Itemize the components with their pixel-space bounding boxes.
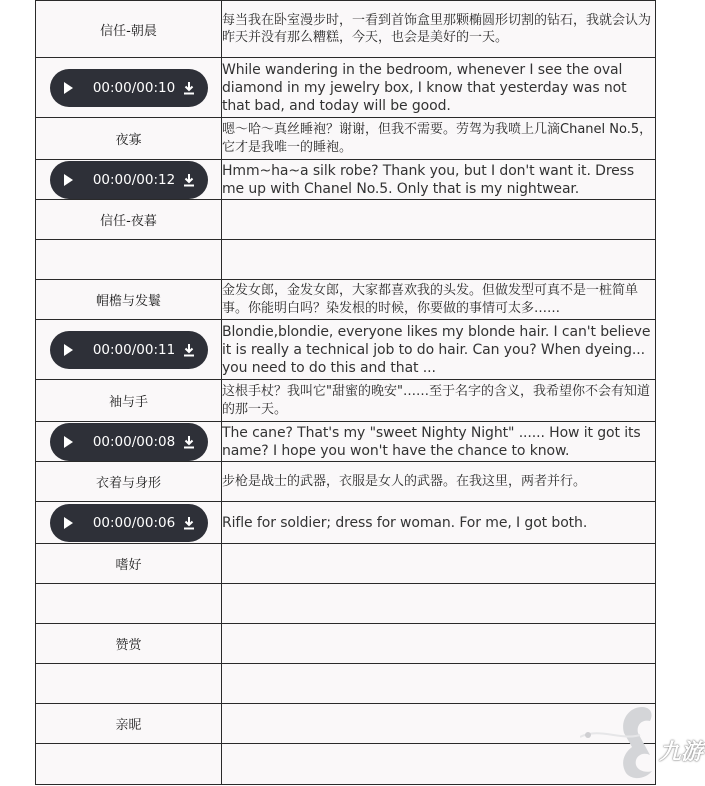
chinese-line-cell: 步枪是战士的武器，衣服是女人的武器。在我这里，两者并行。 — [222, 462, 656, 502]
voice-category-label: 袖与手 — [108, 395, 148, 410]
chinese-line-cell — [222, 584, 656, 624]
download-icon[interactable] — [182, 81, 196, 95]
voice-category-label: 信任-夜暮 — [100, 214, 157, 229]
chinese-line-cell: 嗯～哈～真丝睡袍？谢谢，但我不需要。劳驾为我喷上几滴Chanel No.5，它才是我唯一的睡袍。 — [222, 118, 656, 160]
table-row — [36, 320, 656, 380]
voice-lines-table — [35, 0, 656, 785]
table-row — [36, 422, 656, 462]
voice-label-cell — [36, 118, 222, 160]
audio-time: 00:00/00:08 — [92, 433, 176, 450]
download-icon[interactable] — [182, 173, 196, 187]
download-icon[interactable] — [182, 343, 196, 357]
voice-label-cell — [36, 380, 222, 422]
audio-time: 00:00/00:06 — [92, 514, 176, 531]
voice-label-cell — [36, 58, 222, 118]
voice-label-cell — [36, 744, 222, 785]
voice-label-cell — [36, 280, 222, 320]
table-row — [36, 462, 656, 502]
table-row — [36, 160, 656, 200]
play-icon[interactable] — [64, 174, 73, 186]
voice-category-label: 夜寡 — [115, 133, 142, 148]
table-row — [36, 502, 656, 544]
audio-time: 00:00/00:12 — [92, 171, 176, 188]
table-row — [36, 544, 656, 584]
voice-label-cell — [36, 624, 222, 664]
audio-time: 00:00/00:11 — [92, 341, 176, 358]
english-line-cell: While wandering in the bedroom, whenever I see the oval diamond in my jewelry box, I know that yesterday was not that bad, and today will be good. — [222, 58, 656, 118]
voice-label-cell — [36, 240, 222, 280]
table-row — [36, 744, 656, 785]
english-line-cell: Blondie,blondie, everyone likes my blonde hair. I can't believe it is really a technical job to do hair. Can you? When dyeing... you need to do this and that ... — [222, 320, 656, 380]
play-icon[interactable] — [64, 517, 73, 529]
table-row — [36, 584, 656, 624]
voice-label-cell — [36, 160, 222, 200]
voice-category-label: 帽檐与发鬟 — [95, 294, 161, 309]
voice-category-label: 亲昵 — [115, 718, 142, 733]
voice-label-cell — [36, 502, 222, 544]
table-row — [36, 240, 656, 280]
audio-time: 00:00/00:10 — [92, 79, 176, 96]
table-row — [36, 118, 656, 160]
table-row — [36, 380, 656, 422]
voice-category-label: 嗜好 — [115, 558, 142, 573]
watermark-text: 九游 — [659, 740, 704, 765]
voice-label-cell — [36, 1, 222, 58]
voice-label-cell — [36, 200, 222, 240]
english-line-cell: Hmm~ha~a silk robe? Thank you, but I don't want it. Dress me up with Chanel No.5. Only that is my nightwear. — [222, 160, 656, 200]
audio-player[interactable] — [50, 331, 208, 369]
chinese-line-cell: 这根手杖？我叫它"甜蜜的晚安"……至于名字的含义，我希望你不会有知道的那一天。 — [222, 380, 656, 422]
audio-player[interactable] — [50, 69, 208, 107]
chinese-line-cell: 金发女郎，金发女郎，大家都喜欢我的头发。但做发型可真不是一桩简单事。你能明白吗？染发根的时候，你要做的事情可太多…… — [222, 280, 656, 320]
play-icon[interactable] — [64, 436, 73, 448]
voice-category-label: 信任-朝晨 — [100, 23, 157, 39]
audio-player[interactable] — [50, 504, 208, 542]
voice-label-cell — [36, 544, 222, 584]
play-icon[interactable] — [64, 344, 73, 356]
table-row — [36, 664, 656, 704]
table-row — [36, 200, 656, 240]
voice-label-cell — [36, 320, 222, 380]
chinese-line-cell — [222, 624, 656, 664]
chinese-line-cell — [222, 240, 656, 280]
table-row — [36, 58, 656, 118]
chinese-line-cell: 每当我在卧室漫步时，一看到首饰盒里那颗椭圆形切割的钻石，我就会认为昨天并没有那么糟糕，今天，也会是美好的一天。 — [222, 1, 656, 58]
download-icon[interactable] — [182, 516, 196, 530]
voice-label-cell — [36, 704, 222, 744]
table-row — [36, 624, 656, 664]
audio-player[interactable] — [50, 423, 208, 461]
table-row — [36, 1, 656, 58]
voice-category-label: 衣着与身形 — [95, 476, 161, 491]
voice-label-cell — [36, 584, 222, 624]
audio-player[interactable] — [50, 161, 208, 199]
download-icon[interactable] — [182, 435, 196, 449]
table-row — [36, 704, 656, 744]
voice-category-label: 赞赏 — [115, 638, 142, 653]
voice-label-cell — [36, 462, 222, 502]
voice-label-cell — [36, 422, 222, 462]
english-line-cell: The cane? That's my "sweet Nighty Night" ...... How it got its name? I hope you won't have the chance to know. — [222, 422, 656, 462]
chinese-line-cell — [222, 544, 656, 584]
table-row — [36, 280, 656, 320]
play-icon[interactable] — [64, 82, 73, 94]
voice-label-cell — [36, 664, 222, 704]
chinese-line-cell — [222, 200, 656, 240]
english-line-cell: Rifle for soldier; dress for woman. For me, I got both. — [222, 502, 656, 544]
